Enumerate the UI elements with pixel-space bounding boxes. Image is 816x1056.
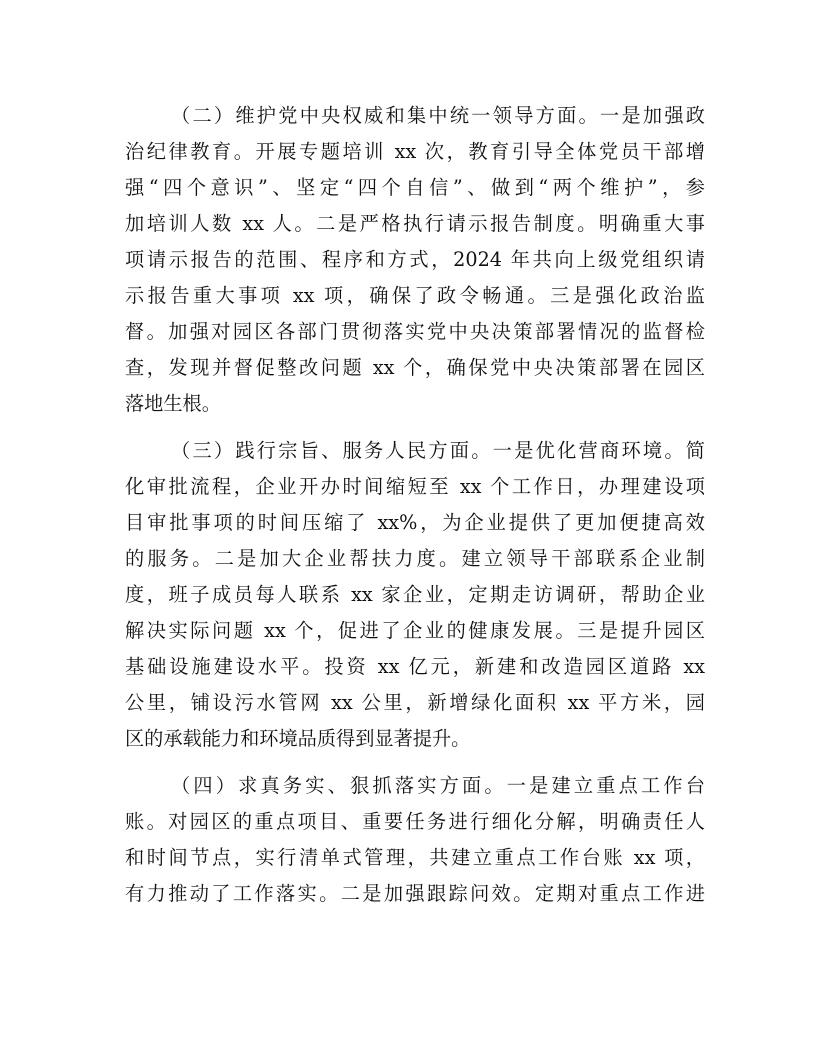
paragraph-three	[125, 433, 705, 757]
paragraph-line: 加培训人数 xx 人。二是严格执行请示报告制度。明确重大事	[125, 212, 705, 235]
paragraph-four	[125, 768, 705, 912]
paragraph-line: 和时间节点，实行清单式管理，共建立重点工作台账 xx 项，	[125, 846, 705, 869]
paragraph-line: 解决实际问题 xx 个，促进了企业的健康发展。三是提升园区	[125, 619, 705, 642]
paragraph-line: 账。对园区的重点项目、重要任务进行细化分解，明确责任人	[125, 810, 705, 833]
paragraph-line: 化审批流程，企业开办时间缩短至 xx 个工作日，办理建设项	[125, 475, 705, 498]
paragraph-line: 度，班子成员每人联系 xx 家企业，定期走访调研，帮助企业	[125, 583, 705, 606]
paragraph-line: 治纪律教育。开展专题培训 xx 次，教育引导全体党员干部增	[125, 140, 705, 163]
paragraph-line: 基础设施建设水平。投资 xx 亿元，新建和改造园区道路 xx	[125, 655, 705, 678]
paragraph-two	[125, 98, 705, 422]
document-body	[125, 98, 705, 923]
paragraph-line: （二）维护党中央权威和集中统一领导方面。一是加强政	[171, 104, 705, 127]
paragraph-line: 目审批事项的时间压缩了 xx%，为企业提供了更加便捷高效	[125, 511, 705, 534]
paragraph-line: 落地生根。	[125, 392, 221, 415]
paragraph-line: （三）践行宗旨、服务人民方面。一是优化营商环境。简	[171, 439, 705, 462]
paragraph-line: 的服务。二是加大企业帮扶力度。建立领导干部联系企业制	[125, 547, 705, 570]
paragraph-line: （四）求真务实、狠抓落实方面。一是建立重点工作台	[171, 774, 705, 797]
paragraph-line: 查，发现并督促整改问题 xx 个，确保党中央决策部署在园区	[125, 356, 705, 379]
paragraph-line: 公里，铺设污水管网 xx 公里，新增绿化面积 xx 平方米，园	[125, 691, 705, 714]
paragraph-line: 督。加强对园区各部门贯彻落实党中央决策部署情况的监督检	[125, 320, 705, 343]
paragraph-line: 有力推动了工作落实。二是加强跟踪问效。定期对重点工作进	[125, 882, 705, 905]
paragraph-line: 项请示报告的范围、程序和方式，2024 年共向上级党组织请	[125, 248, 705, 271]
paragraph-line: 强“四个意识”、坚定“四个自信”、做到“两个维护”，参	[125, 176, 705, 199]
paragraph-line: 区的承载能力和环境品质得到显著提升。	[125, 727, 471, 750]
paragraph-line: 示报告重大事项 xx 项，确保了政令畅通。三是强化政治监	[125, 284, 705, 307]
